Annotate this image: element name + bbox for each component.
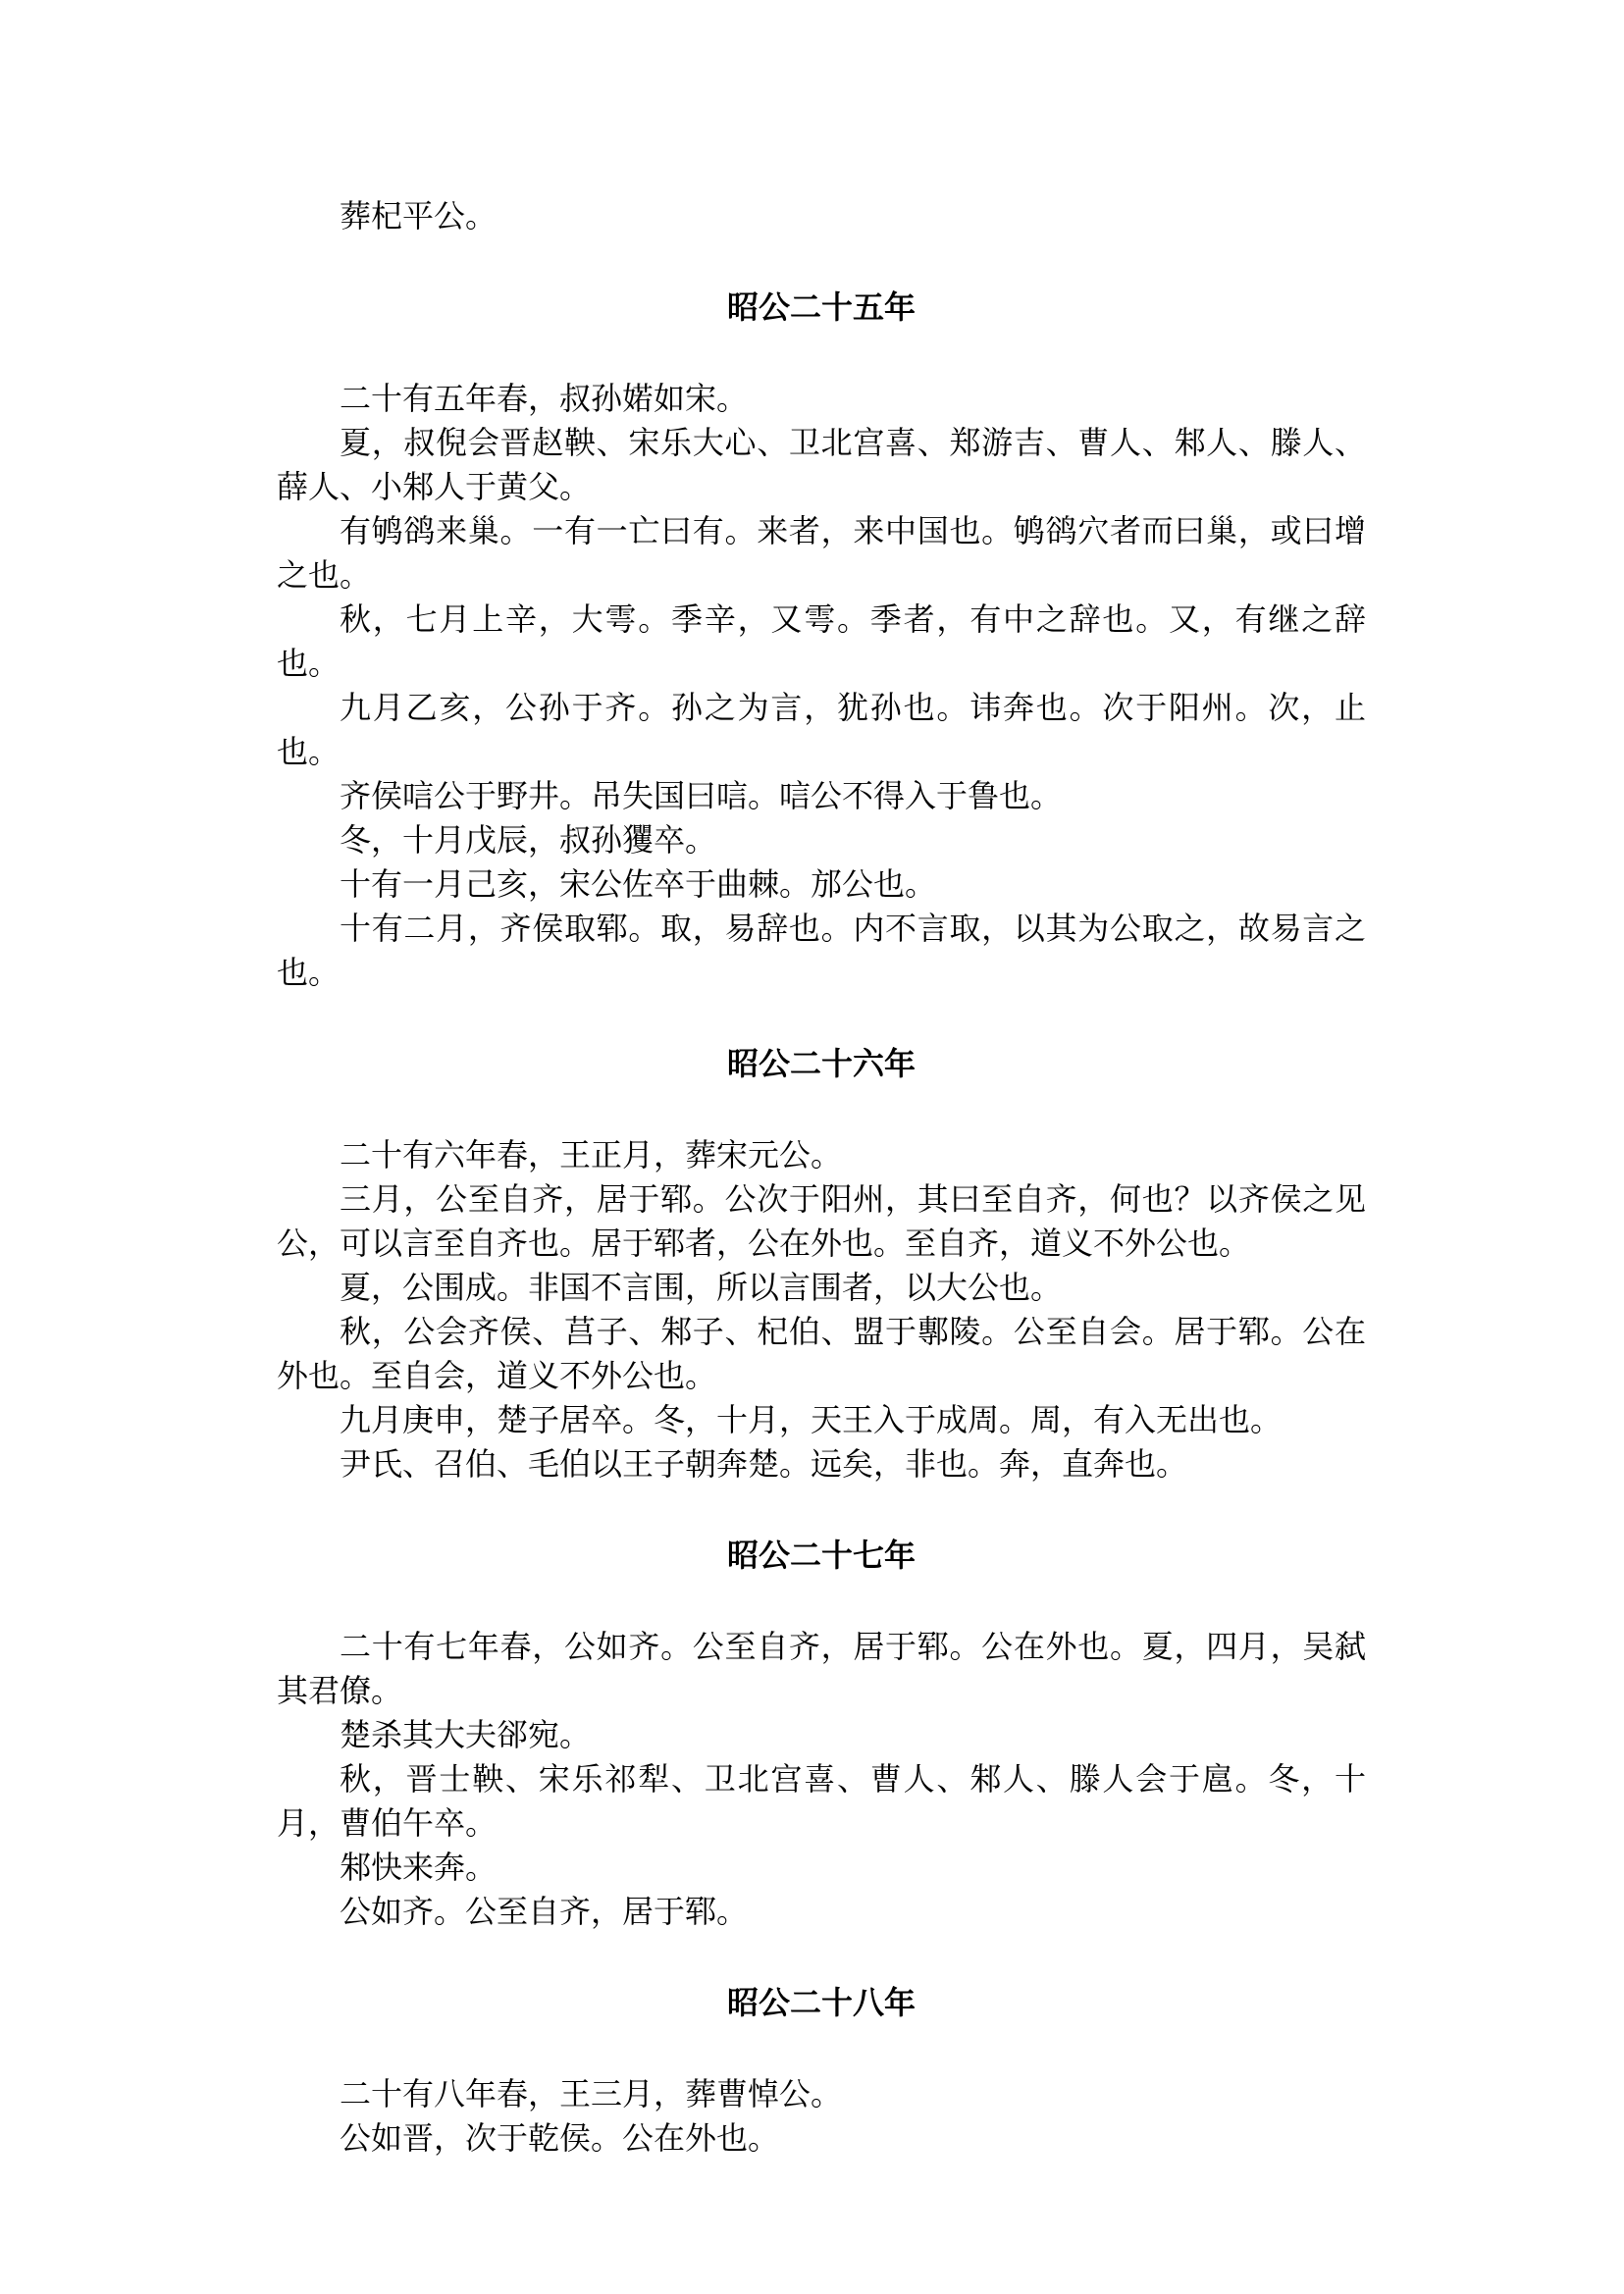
paragraph: 十有二月，齐侯取郓。取，易辞也。内不言取，以其为公取之，故易言之也。: [277, 910, 1366, 991]
paragraph: 齐侯唁公于野井。吊失国曰唁。唁公不得入于鲁也。: [340, 777, 1063, 814]
paragraph: 冬，十月戊辰，叔孙玃卒。: [340, 821, 717, 859]
paragraph: 邾快来奔。: [340, 1849, 498, 1886]
paragraph: 公如晋，次于乾侯。公在外也。: [340, 2119, 780, 2157]
paragraph: 二十有七年春，公如齐。公至自齐，居于郓。公在外也。夏，四月，吴弑其君僚。: [277, 1628, 1366, 1709]
paragraph: 秋，晋士鞅、宋乐祁犁、卫北宫喜、曹人、邾人、滕人会于扈。冬，十月，曹伯午卒。: [277, 1760, 1366, 1842]
paragraph: 尹氏、召伯、毛伯以王子朝奔楚。远矣，非也。奔，直奔也。: [340, 1445, 1188, 1483]
section-zhaogong-27: [277, 1486, 1366, 1934]
section-title: 昭公二十五年: [726, 288, 916, 326]
section-title: 昭公二十七年: [726, 1537, 916, 1574]
paragraph: 秋，公会齐侯、莒子、邾子、杞伯、盟于鄟陵。公至自会。居于郓。公在外也。至自会，道义不外公也。: [277, 1313, 1366, 1394]
paragraph: 夏，公围成。非国不言围，所以言围者，以大公也。: [340, 1269, 1063, 1306]
document-page: [277, 194, 1366, 2161]
paragraph: 九月乙亥，公孙于齐。孙之为言，犹孙也。讳奔也。次于阳州。次，止也。: [277, 689, 1366, 770]
paragraph: 二十有五年春，叔孙婼如宋。: [340, 380, 749, 417]
section-title: 昭公二十八年: [726, 1984, 916, 2021]
paragraph: 二十有六年春，王正月，葬宋元公。: [340, 1136, 843, 1173]
paragraph: 有鸲鹆来巢。一有一亡曰有。来者，来中国也。鸲鹆穴者而曰巢，或曰增之也。: [277, 512, 1366, 594]
section-zhaogong-28: [277, 1934, 1366, 2161]
paragraph: 公如齐。公至自齐，居于郓。: [340, 1893, 749, 1930]
paragraph: 三月，公至自齐，居于郓。公次于阳州，其曰至自齐，何也？以齐侯之见公，可以言至自齐也。居于郓者，公在外也。至自齐，道义不外公也。: [277, 1180, 1366, 1262]
paragraph: 楚杀其大夫郤宛。: [340, 1716, 592, 1753]
opening-paragraph: 葬杞平公。: [340, 197, 498, 235]
paragraph: 十有一月己亥，宋公佐卒于曲棘。邡公也。: [340, 865, 937, 903]
paragraph: 九月庚申，楚子居卒。冬，十月，天王入于成周。周，有入无出也。: [340, 1401, 1283, 1438]
section-zhaogong-25: [277, 238, 1366, 995]
paragraph: 二十有八年春，王三月，葬曹悼公。: [340, 2075, 843, 2112]
section-zhaogong-26: [277, 995, 1366, 1486]
section-title: 昭公二十六年: [726, 1045, 916, 1082]
paragraph: 夏，叔倪会晋赵鞅、宋乐大心、卫北宫喜、郑游吉、曹人、邾人、滕人、薛人、小邾人于黄父。: [277, 424, 1366, 505]
paragraph: 秋，七月上辛，大雩。季辛，又雩。季者，有中之辞也。又，有继之辞也。: [277, 600, 1366, 682]
